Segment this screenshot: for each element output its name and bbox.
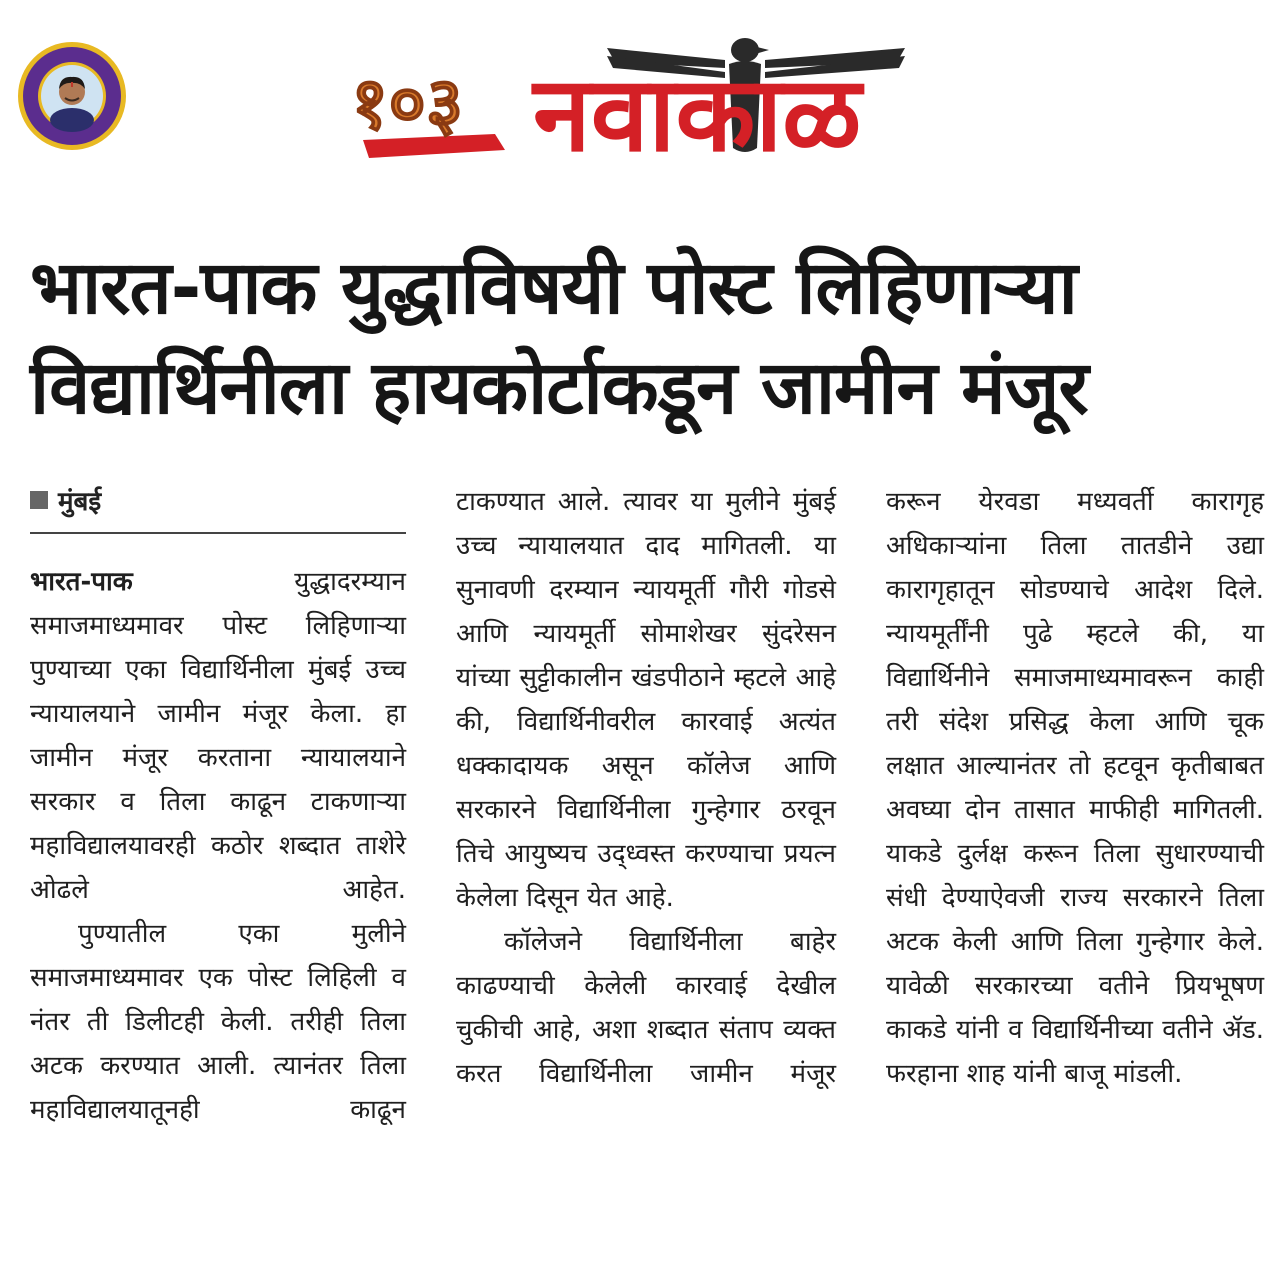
- article-paragraph-3-continued: करून येरवडा मध्यवर्ती कारागृह अधिकाऱ्यांना तिला तातडीने उद्या कारागृहातून सोडण्याचे आदेश दिले. न्यायमूर्तींनी पुढे म्हटले की, या विद्यार्थिनीने समाजमाध्यमावरून काही तरी संदेश प्रसिद्ध केला आणि चूक लक्षात आल्यानंतर तो हटवून कृतीबाबत अवघ्या दोन तासात माफीही मागितली. याकडे दुर्लक्ष करून तिला सुधारण्याची संधी देण्याऐवजी राज्य सरकारने तिला अटक केली आणि तिला गुन्हेगार केले. यावेळी सरकारच्या वतीने प्रियभूषण काकडे यांनी व विद्यार्थिनीच्या वतीने ॲड. फरहाना शाह यांनी बाजू मांडली.: [886, 487, 1264, 1089]
- article-column-1: [30, 560, 406, 1132]
- article-column-3: [886, 480, 1264, 1096]
- avatar-tilak: [71, 82, 73, 87]
- headline-line-2: विद्यार्थिनीला हायकोर्टाकडून जामीन मंजूर: [30, 345, 1088, 431]
- dateline-square-icon: [30, 491, 48, 509]
- dateline: [30, 484, 406, 520]
- article-headline: [30, 238, 1260, 438]
- profile-badge: [16, 40, 128, 152]
- article-paragraph-2-continued: टाकण्यात आले. त्यावर या मुलीने मुंबई उच्च न्यायालयात दाद मागितली. या सुनावणी दरम्यान न्यायमूर्ती गौरी गोडसे आणि न्यायमूर्ती सोमाशेखर सुंदरेसन यांच्या सुट्टीकालीन खंडपीठाने म्हटले आहे की, विद्यार्थिनीवरील कारवाई अत्यंत धक्कादायक असून कॉलेज आणि सरकारने विद्यार्थिनीला गुन्हेगार ठरवून तिचे आयुष्यच उद्ध्वस्त करण्याचा प्रयत्न केलेला दिसून येत आहे.: [456, 487, 836, 913]
- article-paragraph-2-start: पुण्यातील एका मुलीने समाजमाध्यमावर एक पोस्ट लिहिली व नंतर ती डिलीटही केली. तरीही तिला अटक करण्यात आली. त्यानंतर तिला महाविद्यालयातूनही काढून: [30, 919, 406, 1125]
- dateline-place: मुंबई: [58, 487, 102, 517]
- dateline-divider: [30, 532, 406, 534]
- anniversary-number: १०३: [351, 61, 464, 145]
- headline-line-1: भारत-पाक युद्धाविषयी पोस्ट लिहिणाऱ्या: [30, 245, 1077, 331]
- article-paragraph-3-start: कॉलेजने विद्यार्थिनीला बाहेर काढण्याची केलेली कारवाई देखील चुकीची आहे, अशा शब्दात संताप व्यक्त करत विद्यार्थिनीला जामीन मंजूर: [456, 927, 836, 1089]
- paragraph-1-text: युद्धादरम्यान समाजमाध्यमावर पोस्ट लिहिणाऱ्या पुण्याच्या एका विद्यार्थिनीला मुंबई उच्च न्यायालयाने जामीन मंजूर केला. हा जामीन मंजूर करताना न्यायालयाने सरकार व तिला काढून टाकणाऱ्या महाविद्यालयावरही कठोर शब्दात ताशेरे ओढले आहेत.: [30, 567, 406, 905]
- article-paragraph-1: [30, 560, 406, 912]
- lead-bold-text: भारत-पाक: [30, 567, 133, 597]
- article-column-2: [456, 480, 836, 1096]
- avatar-shirt: [50, 108, 94, 132]
- newspaper-masthead: [345, 28, 1025, 168]
- newspaper-name: नवाकाळ: [533, 53, 862, 168]
- masthead-logo: [345, 28, 1025, 168]
- profile-badge-graphic: [16, 40, 128, 152]
